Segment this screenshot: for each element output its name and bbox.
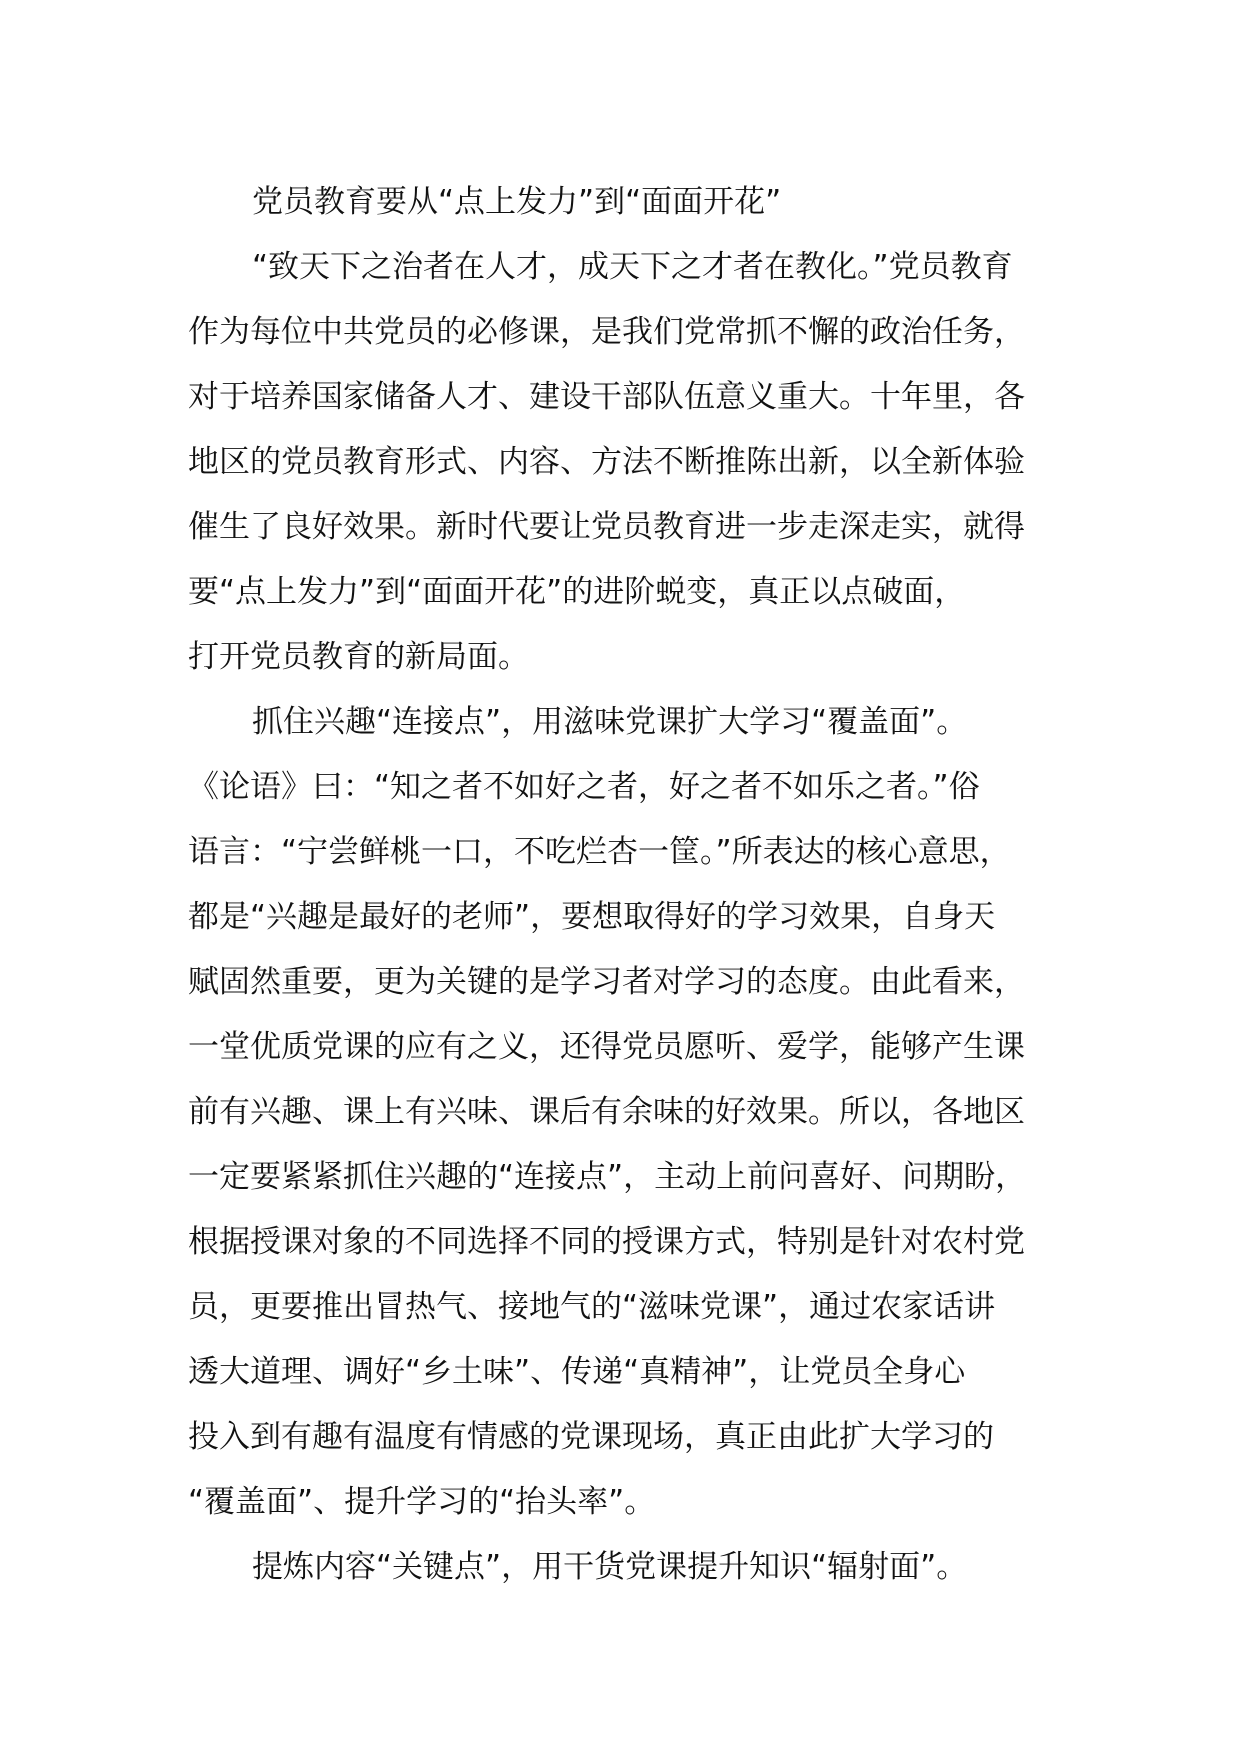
paragraph-interest	[188, 690, 1060, 1535]
document-title: 党员教育要从“点上发力”到“面面开花”	[252, 184, 782, 220]
text-line: 提炼内容“关键点”，用干货党课提升知识“辐射面”。	[252, 1549, 968, 1585]
paragraph-content	[188, 1535, 1060, 1600]
text-line: “覆盖面”、提升学习的“抬头率”。	[188, 1484, 656, 1520]
text-line: 赋固然重要，更为关键的是学习者对学习的态度。由此看来，	[188, 964, 1025, 1000]
text-line: 员，更要推出冒热气、接地气的“滋味党课”，通过农家话讲	[188, 1289, 996, 1325]
text-line: 作为每位中共党员的必修课，是我们党常抓不懈的政治任务，	[188, 314, 1025, 350]
text-line: 前有兴趣、课上有兴味、课后有余味的好效果。所以，各地区	[188, 1094, 1025, 1130]
text-line: 一定要紧紧抓住兴趣的“连接点”，主动上前问喜好、问期盼，	[188, 1159, 1027, 1195]
text-line: 《论语》曰：“知之者不如好之者，好之者不如乐之者。”俗	[188, 769, 980, 805]
text-line: 投入到有趣有温度有情感的党课现场，真正由此扩大学习的	[188, 1419, 994, 1455]
text-line: 都是“兴趣是最好的老师”，要想取得好的学习效果，自身天	[188, 899, 996, 935]
text-line: “致天下之治者在人才，成天下之才者在教化。”党员教育	[252, 249, 1013, 285]
text-line: 打开党员教育的新局面。	[188, 639, 529, 675]
document-page	[188, 170, 1060, 1600]
text-line: 抓住兴趣“连接点”，用滋味党课扩大学习“覆盖面”。	[252, 704, 968, 740]
text-line: 一堂优质党课的应有之义，还得党员愿听、爱学，能够产生课	[188, 1029, 1025, 1065]
text-line: 地区的党员教育形式、内容、方法不断推陈出新，以全新体验	[188, 444, 1025, 480]
text-line: 要“点上发力”到“面面开花”的进阶蜕变，真正以点破面，	[188, 574, 966, 610]
text-line: 催生了良好效果。新时代要让党员教育进一步走深走实，就得	[188, 509, 1025, 545]
text-line: 透大道理、调好“乡土味”、传递“真精神”，让党员全身心	[188, 1354, 966, 1390]
text-line: 语言：“宁尝鲜桃一口，不吃烂杏一筐。”所表达的核心意思，	[188, 834, 1011, 870]
text-line: 对于培养国家储备人才、建设干部队伍意义重大。十年里，各	[188, 379, 1025, 415]
text-line: 根据授课对象的不同选择不同的授课方式，特别是针对农村党	[188, 1224, 1025, 1260]
paragraph-intro	[188, 235, 1060, 690]
